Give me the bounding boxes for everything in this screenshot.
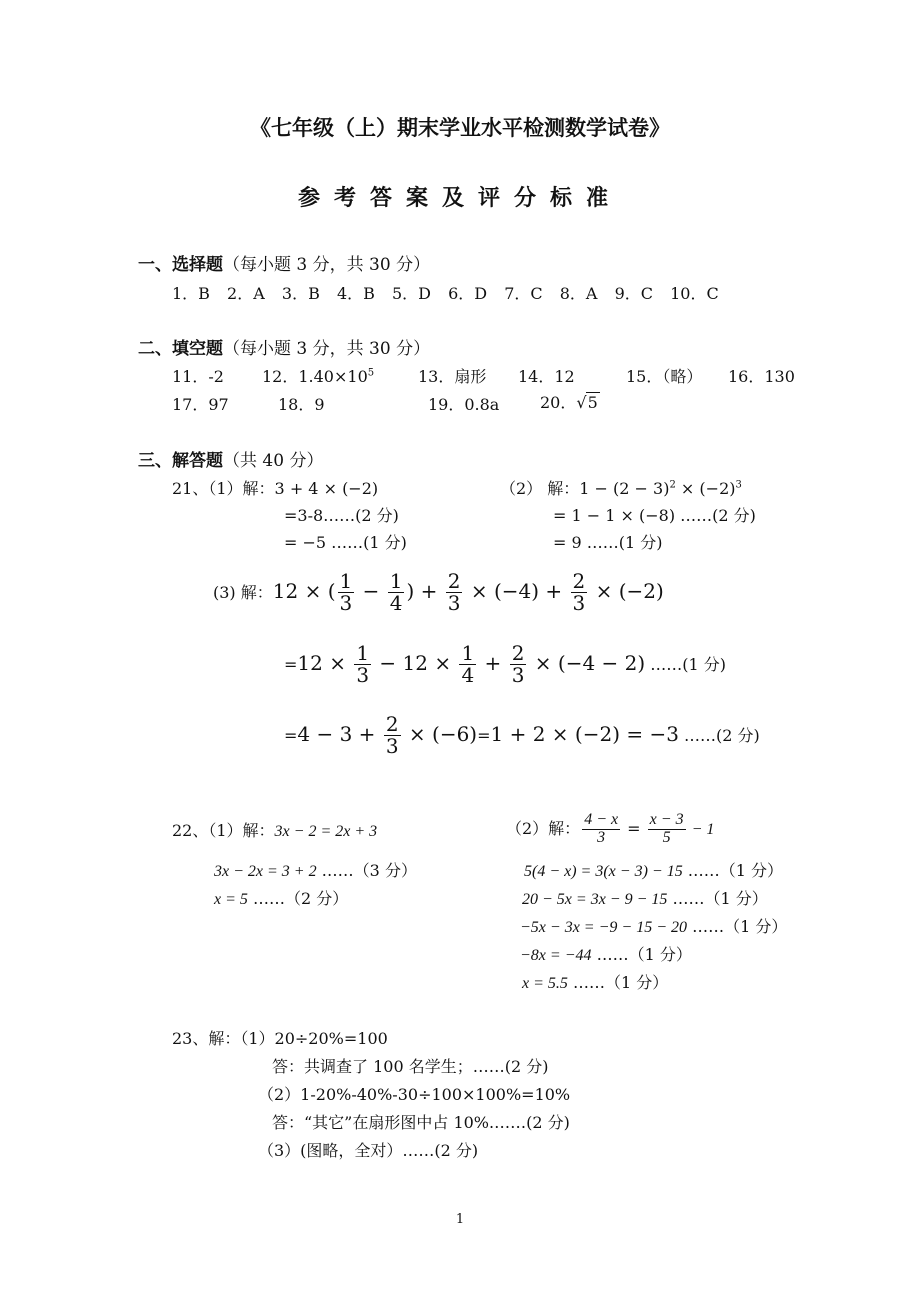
fraction-denominator: 3: [572, 591, 586, 615]
fill-answer-14: 14．12: [518, 367, 575, 386]
fraction-numerator: x − 3: [649, 811, 684, 829]
fill-answer-16: 16．130: [728, 367, 795, 386]
step2-term-d: 1 + 2 × (−2) = −3: [490, 722, 679, 746]
equals-sign: =: [284, 655, 298, 674]
fill-answer-12-exponent: 5: [367, 367, 375, 379]
fraction-denominator: 3: [385, 734, 399, 758]
sqrt-symbol: √: [576, 393, 587, 412]
q21-part3-step2: [284, 708, 760, 762]
q21-part3-term-a: 12 × (: [272, 579, 336, 603]
q22-part1-step2-score: ……（2 分）: [247, 889, 349, 908]
section-3-title: 三、解答题: [138, 451, 223, 471]
q22-part1-step1: [214, 858, 417, 881]
answer-6: 6．D: [448, 284, 488, 303]
fraction-4-minus-x-over-3: [582, 812, 620, 847]
q21-part1-step2: = −5 ……(1 分): [284, 533, 407, 552]
fill-answer-11: 11．-2: [172, 367, 224, 386]
q22-part2-step: [524, 858, 783, 881]
q21-part3-term-e: × (−2): [589, 579, 664, 603]
page-number: 1: [455, 1212, 465, 1227]
q22-part2-step: [522, 970, 668, 993]
page-subtitle: 参考答案及评分标准: [297, 186, 622, 211]
fill-answer-12-base: 12．1.40×10: [262, 367, 368, 386]
q21-part2-label: （2） 解：: [500, 479, 580, 498]
q22-part1-step2: [214, 886, 348, 909]
q23-line-2: 答：共调查了 100 名学生；……(2 分): [272, 1057, 549, 1076]
answer-8: 8．A: [559, 284, 598, 303]
fraction-denominator: 4: [389, 591, 403, 615]
fill-answer-20-radicand: 5: [587, 393, 598, 412]
fraction-numerator: 4 − x: [584, 811, 619, 829]
q21-part1-expression: 3 + 4 × (−2): [274, 479, 379, 498]
q21-part3-step2-expression: [297, 712, 478, 758]
fraction-numerator: 1: [389, 569, 403, 593]
step-score: ……（1 分）: [682, 861, 784, 880]
fraction-numerator: 2: [572, 569, 586, 593]
fraction-two-thirds: [384, 714, 401, 757]
q21-part3: [213, 566, 664, 618]
fraction-one-third: [338, 571, 355, 614]
fraction-numerator: 1: [461, 641, 475, 665]
fill-answer-18: 18．9: [278, 395, 325, 414]
fill-answer-17: 17．97: [172, 395, 229, 414]
q21-part3-term-c: ) +: [406, 579, 444, 603]
q21-part3-expression: [272, 569, 664, 615]
q21-part1-step1: =3-8……(2 分): [284, 506, 399, 525]
q22-part2-step: [520, 914, 787, 937]
fraction-x-minus-3-over-5: [648, 812, 686, 847]
step-score: ……（1 分）: [667, 889, 768, 908]
fraction-numerator: 2: [511, 641, 525, 665]
q21-part2-exp-d: 3: [735, 479, 742, 491]
q22-part2-label: （2）解：: [506, 819, 581, 838]
q22-part2-tail: − 1: [687, 821, 715, 838]
section-1-heading: [138, 250, 430, 275]
step2-term-b: × (−6): [402, 722, 478, 746]
fraction-numerator: 2: [447, 569, 461, 593]
step2-term-a: 4 − 3 +: [297, 722, 382, 746]
step-expression: 5(4 − x) = 3(x − 3) − 15: [524, 863, 683, 880]
step-expression: −5x − 3x = −9 − 15 − 20: [520, 919, 687, 936]
q21-part2: [500, 476, 742, 499]
step1-term-b: − 12 ×: [373, 651, 458, 675]
fraction-denominator: 3: [511, 663, 525, 687]
fraction-denominator: 4: [461, 663, 475, 687]
answer-10: 10．C: [670, 284, 719, 303]
page-title: 《七年级（上）期末学业水平检测数学试卷》: [250, 116, 670, 140]
answer-9: 9．C: [614, 284, 654, 303]
q21-part1: [172, 476, 378, 499]
fraction-two-thirds: [510, 643, 527, 686]
fraction-one-fourth: [388, 571, 405, 614]
section-2-heading: [138, 334, 430, 359]
section-1-note: （每小题 3 分，共 30 分）: [223, 255, 431, 275]
step-score: ……（1 分）: [686, 917, 788, 936]
step-expression: 20 − 5x = 3x − 9 − 15: [522, 891, 668, 908]
q22-part2-step: [520, 942, 692, 965]
q22-part1-step1-expr: 3x − 2x = 3 + 2: [214, 863, 317, 880]
answer-5: 5．D: [391, 284, 431, 303]
q23-line-3: （2）1-20%-40%-30÷100×100%=10%: [258, 1085, 571, 1104]
q21-part3-step1: [284, 637, 726, 691]
fraction-two-thirds: [446, 571, 463, 614]
fill-answer-20: [540, 390, 600, 413]
section-2-title: 二、填空题: [138, 339, 223, 359]
fraction-one-fourth: [459, 643, 476, 686]
fraction-numerator: 2: [385, 712, 399, 736]
fraction-denominator: 3: [339, 591, 353, 615]
fraction-denominator: 3: [356, 663, 370, 687]
equals-sign: =: [284, 726, 298, 745]
answer-4: 4．B: [336, 284, 375, 303]
fraction-two-thirds: [571, 571, 588, 614]
q21-part2-expr-a: 1 − (2 − 3): [579, 479, 670, 498]
equals-sign: =: [477, 726, 491, 745]
q21-part3-label: (3) 解：: [213, 583, 273, 602]
step2-score: ……(2 分): [678, 726, 760, 745]
fraction-one-third: [354, 643, 371, 686]
fill-answer-15: 15．（略）: [626, 367, 703, 386]
step-score: ……（1 分）: [591, 945, 692, 964]
step-expression: x = 5.5: [522, 975, 568, 992]
fraction-numerator: 1: [356, 641, 370, 665]
step-expression: −8x = −44: [520, 947, 592, 964]
choice-answers: [172, 281, 731, 304]
section-2-note: （每小题 3 分，共 30 分）: [223, 339, 431, 359]
fill-answer-13: 13．扇形: [418, 367, 487, 386]
q21-part2-step2: = 9 ……(1 分): [553, 533, 663, 552]
step1-term-c: +: [478, 651, 508, 675]
q22-part2: [506, 806, 714, 853]
answer-1: 1．B: [172, 284, 210, 303]
q22-part1-step2-expr: x = 5: [214, 891, 248, 908]
answer-2: 2．A: [227, 284, 265, 303]
fill-answer-19: 19．0.8a: [428, 395, 500, 414]
q21-part2-exp-a: 2: [669, 479, 676, 491]
q22-part2-step: [522, 886, 768, 909]
step-score: ……（1 分）: [567, 973, 669, 992]
q21-part3-term-b: −: [356, 579, 386, 603]
q22-part1-expression: 3x − 2 = 2x + 3: [274, 823, 378, 840]
q22-part1-label: 22、（1）解：: [172, 821, 275, 840]
step1-term-a: 12 ×: [297, 651, 353, 675]
section-3-heading: [138, 446, 323, 471]
section-1-title: 一、选择题: [138, 255, 223, 275]
q23-line-5: （3）(图略，全对）……(2 分): [258, 1141, 479, 1160]
q23-line-1: 23、解：（1）20÷20%=100: [172, 1029, 388, 1048]
step1-score: ……(1 分): [645, 655, 727, 674]
q21-part2-expr-c: × (−2): [675, 479, 736, 498]
q21-part1-label: 21、（1）解：: [172, 479, 275, 498]
fraction-numerator: 1: [339, 569, 353, 593]
step1-term-d: × (−4 − 2): [528, 651, 646, 675]
equals-sign: =: [622, 819, 646, 838]
section-3-note: （共 40 分）: [223, 451, 324, 471]
q22-part1: [172, 818, 377, 841]
q21-part2-step1: = 1 − 1 × (−8) ……(2 分): [553, 506, 756, 525]
q21-part3-term-d: × (−4) +: [464, 579, 569, 603]
answer-3: 3．B: [281, 284, 320, 303]
answer-7: 7．C: [504, 284, 543, 303]
q22-part1-step1-score: ……（3 分）: [316, 861, 417, 880]
fraction-denominator: 3: [597, 829, 606, 846]
fraction-denominator: 5: [662, 829, 671, 846]
fill-answer-20-number: 20．: [540, 393, 577, 412]
q21-part3-step1-expression: [297, 641, 646, 687]
fraction-denominator: 3: [447, 591, 461, 615]
q23-line-4: 答：“其它”在扇形图中占 10%.……(2 分): [272, 1113, 570, 1132]
fill-answer-12: [262, 364, 374, 387]
